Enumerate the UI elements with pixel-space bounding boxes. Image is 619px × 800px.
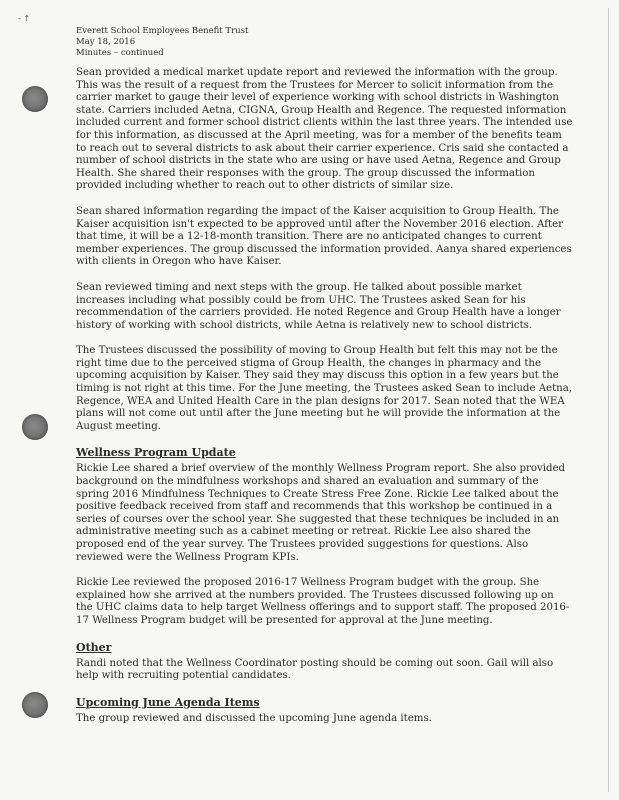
- paragraph-market-update: Sean provided a medical market update report and reviewed the information with the group. This was the result of a request from the Trustees for Mercer to solicit information from the carrier market to gauge their level of experience working with school districts in Washington state. Carriers included Aetna, CIGNA, Group Health and Regence. The requested information included current and former school district clients within the last three years. The intended use for this information, as discussed at the April meeting, was for a member of the benefits team to reach out to several districts to ask about their carrier experience. Cris said she contacted a number of school districts in the state who are using or have used Aetna, Regence and Group Health. She shared their responses with the group. The group discussed the information provided including whether to reach out to other districts of similar size.: [76, 67, 573, 192]
- section-heading-other: Other: [76, 640, 112, 654]
- paragraph-wellness-budget: Rickie Lee reviewed the proposed 2016-17 Wellness Program budget with the group. She explained how she arrived at the numbers provided. The Trustees discussed following up on the UHC claims data to help target Wellness offerings and to support staff. The proposed 2016-17 Wellness Program budget will be presented for approval at the June meeting.: [76, 577, 570, 626]
- paragraph-kaiser-acquisition: Sean shared information regarding the impact of the Kaiser acquisition to Group Health. The Kaiser acquisition isn't expected to be approved until after the November 2016 election. After that time, it will be a 12-18-month transition. There are no anticipated changes to current member experiences. The group discussed the information provided. Aanya shared experiences with clients in Oregon who have Kaiser.: [76, 205, 572, 268]
- punch-hole-top: [22, 86, 48, 112]
- section-heading-upcoming: Upcoming June Agenda Items: [76, 695, 260, 709]
- section-heading-wellness: Wellness Program Update: [76, 446, 236, 460]
- punch-hole-bottom: [22, 692, 48, 718]
- paragraph-other: Randi noted that the Wellness Coordinator posting should be coming out soon. Gail will also help with recruiting potential candidates.: [76, 657, 554, 682]
- paragraph-upcoming: The group reviewed and discussed the upcoming June agenda items.: [76, 712, 432, 724]
- document-header: [76, 26, 573, 59]
- paragraph-timing-next-steps: Sean reviewed timing and next steps with the group. He talked about possible market increases including what possibly could be from UHC. The Trustees asked Sean for his recommendation of the carriers provided. He noted Regence and Group Health have a longer history of working with school districts, while Aetna is relatively new to school districts.: [76, 281, 561, 331]
- punch-hole-middle: [22, 414, 48, 440]
- paragraph-group-health-discussion: The Trustees discussed the possibility of moving to Group Health but felt this may not be the right time due to the perceived stigma of Group Health, the changes in pharmacy and the upcoming acquisition by Kaiser. They said they may discuss this option in a few years but the timing is not right at this time. For the June meeting, the Trustees asked Sean to include Aetna, Regence, WEA and United Health Care in the plan designs for 2017. Sean noted that the WEA plans will not come out until after the June meeting but he will provide the information at the August meeting.: [76, 345, 573, 432]
- paragraph-wellness-overview: Rickie Lee shared a brief overview of the monthly Wellness Program report. She also provided background on the mindfulness workshops and shared an evaluation and summary of the spring 2016 Mindfulness Techniques to Create Stress Free Zone. Rickie Lee talked about the positive feedback received from staff and recommends that this workshop be continued in a series of courses over the school year. She suggested that these techniques be included in an administrative meeting such as a cabinet meeting or retreat. Rickie Lee also shared the proposed end of the year survey. The Trustees provided suggestions for questions. Also reviewed were the Wellness Program KPIs.: [76, 463, 566, 563]
- corner-mark: - ↑: [18, 14, 31, 23]
- header-subtitle: Minutes – continued: [76, 48, 164, 58]
- page-edge: [608, 8, 609, 792]
- header-org: Everett School Employees Benefit Trust: [76, 26, 249, 36]
- header-date: May 18, 2016: [76, 37, 136, 47]
- document-body: [76, 26, 573, 738]
